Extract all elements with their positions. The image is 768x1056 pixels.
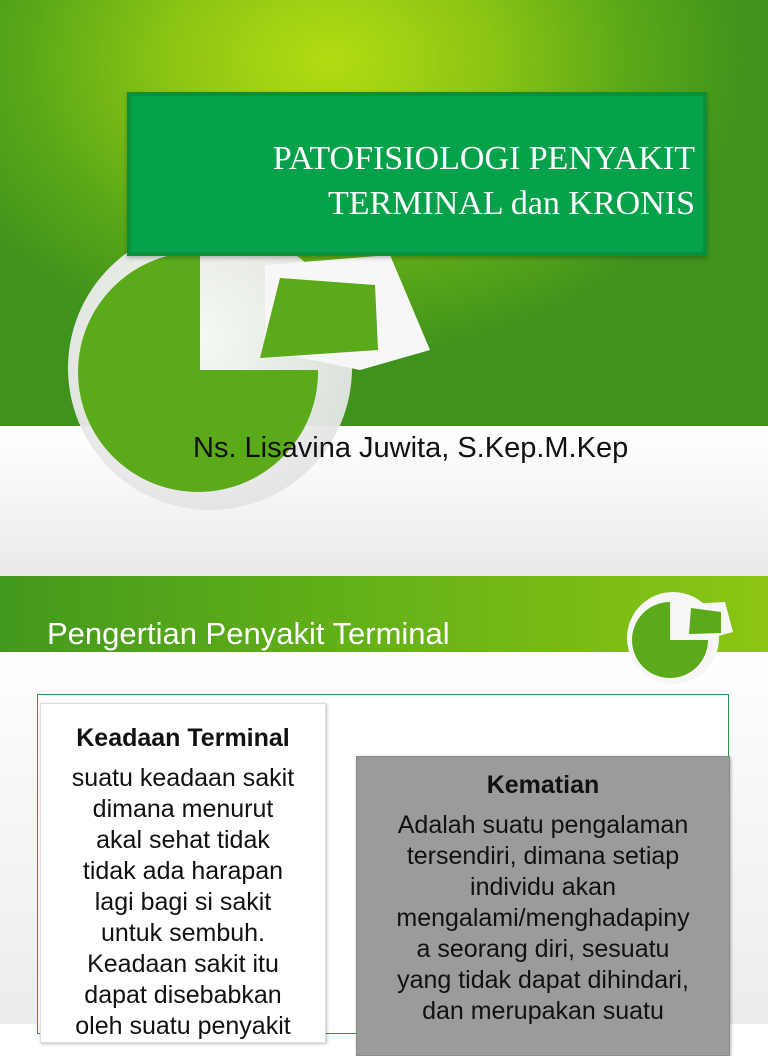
- slide-heading: Pengertian Penyakit Terminal: [47, 616, 450, 651]
- title-line-2: TERMINAL dan KRONIS: [327, 185, 695, 222]
- card-line: Adalah suatu pengalaman: [397, 811, 689, 839]
- card-line: lagi bagi si sakit: [94, 888, 272, 916]
- card-text: [357, 810, 729, 1027]
- card-line: yang tidak dapat dihindari,: [397, 966, 689, 994]
- card-line: suatu keadaan sakit: [71, 764, 295, 792]
- card-line: dimana menurut: [92, 795, 274, 823]
- card-line: tersendiri, dimana setiap: [406, 842, 680, 870]
- card-line: tidak ada harapan: [82, 857, 284, 885]
- title-box: [127, 92, 707, 256]
- card-title: Keadaan Terminal: [76, 724, 290, 752]
- card-line: akal sehat tidak: [96, 826, 270, 854]
- card-line: oleh suatu penyakit: [75, 1012, 291, 1040]
- card-line: Keadaan sakit itu: [87, 950, 279, 978]
- card-line: untuk sembuh.: [101, 919, 265, 947]
- card-line: mengalami/menghadapiny: [396, 904, 690, 932]
- card-line: dapat disebabkan: [84, 981, 282, 1009]
- kematian-card: [356, 756, 730, 1056]
- pie-logo-icon: [625, 588, 745, 688]
- card-title: Kematian: [486, 771, 600, 799]
- title-line-1: PATOFISIOLOGI PENYAKIT: [272, 140, 695, 177]
- keadaan-terminal-card: [40, 703, 326, 1043]
- card-line: dan merupakan suatu: [422, 997, 664, 1025]
- definition-slide: [0, 576, 768, 1040]
- presentation-title: [135, 136, 695, 226]
- card-text: [41, 763, 325, 1042]
- author-name: Ns. Lisavina Juwita, S.Kep.M.Kep: [193, 432, 629, 464]
- card-line: a seorang diri, sesuatu: [416, 935, 670, 963]
- pie-logo-icon: [60, 240, 440, 540]
- card-line: individu akan: [470, 873, 616, 901]
